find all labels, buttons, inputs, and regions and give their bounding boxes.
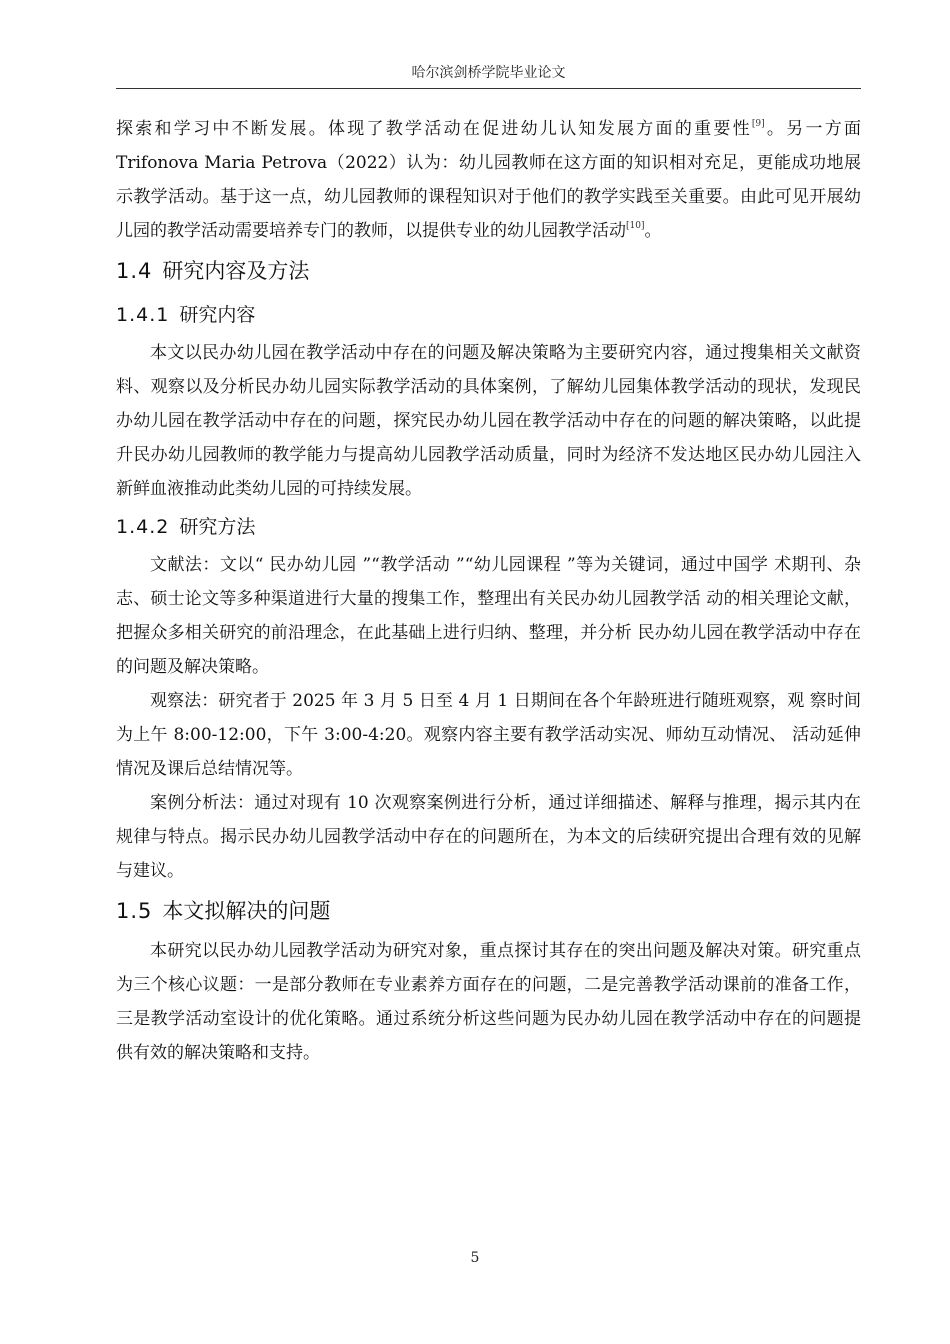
heading-1-5-number: 1.5 — [116, 899, 153, 923]
heading-1-4 — [116, 248, 861, 294]
heading-1-4-1-title: 研究内容 — [179, 304, 256, 326]
intro-paragraph — [116, 112, 861, 248]
intro-text-2: 。另一方面 Trifonova Maria Petrova（2022）认为：幼儿园教师在这方面的知识相对充足，更能成功地展示教学活动。基于这一点，幼儿园教师的课程知识对于他们的教学实践至关重要。由此可见开展幼儿园的教学活动需要培养专门的教师，以提供专业的幼儿园教学活动 — [116, 119, 862, 241]
page-header — [116, 62, 861, 89]
observation-method-paragraph: 观察法：研究者于 2025 年 3 月 5 日至 4 月 1 日期间在各个年龄班进行随班观察，观 察时间为上午 8:00-12:00，下午 3:00-4:20。观察内容主要有教学活动实况、师幼互动情况、 活动延伸情况及课后总结情况等。 — [116, 691, 861, 779]
heading-1-4-title: 研究内容及方法 — [162, 259, 310, 283]
intro-text-1: 探索和学习中不断发展。体现了教学活动在促进幼儿认知发展方面的重要性 — [116, 119, 752, 139]
citation-9: [9] — [751, 119, 765, 129]
heading-1-5-title: 本文拟解决的问题 — [162, 899, 331, 923]
heading-1-4-2-title: 研究方法 — [179, 516, 256, 538]
research-content-paragraph: 本文以民办幼儿园在教学活动中存在的问题及解决策略为主要研究内容，通过搜集相关文献资料、观察以及分析民办幼儿园实际教学活动的具体案例，了解幼儿园集体教学活动的现状，发现民办幼儿园在教学活动中存在的问题，探究民办幼儿园在教学活动中存在的问题的解决策略，以此提升民办幼儿园教师的教学能力与提高幼儿园教学活动质量，同时为经济不发达地区民办幼儿园注入新鲜血液推动此类幼儿园的可持续发展。 — [116, 343, 861, 499]
literature-method-paragraph: 文献法：文以“ 民办幼儿园 ”“教学活动 ”“幼儿园课程 ”等为关键词，通过中国学 术期刊、杂志、硕士论文等多种渠道进行大量的搜集工作，整理出有关民办幼儿园教学活 动的相关理论文献，把握众多相关研究的前沿理念，在此基础上进行归纳、整理，并分析 民办幼儿园在教学活动中存在的问题及解决策略。 — [116, 555, 861, 677]
header-title: 哈尔滨剑桥学院毕业论文 — [411, 65, 566, 81]
problems-paragraph: 本研究以民办幼儿园教学活动为研究对象，重点探讨其存在的突出问题及解决对策。研究重点为三个核心议题：一是部分教师在专业素养方面存在的问题，二是完善教学活动课前的准备工作，三是教学活动室设计的优化策略。通过系统分析这些问题为民办幼儿园在教学活动中存在的问题提供有效的解决策略和支持。 — [116, 941, 861, 1063]
citation-10: [10] — [626, 221, 645, 231]
heading-1-4-2-number: 1.4.2 — [116, 516, 170, 538]
page-number: 5 — [470, 1250, 480, 1266]
case-analysis-paragraph: 案例分析法：通过对现有 10 次观察案例进行分析，通过详细描述、解释与推理，揭示其内在规律与特点。揭示民办幼儿园教学活动中存在的问题所在，为本文的后续研究提出合理有效的见解与建议。 — [116, 793, 861, 881]
intro-text-3: 。 — [644, 221, 662, 241]
heading-1-4-2 — [116, 506, 861, 548]
heading-1-4-number: 1.4 — [116, 259, 153, 283]
heading-1-5 — [116, 888, 861, 934]
heading-1-4-1-number: 1.4.1 — [116, 304, 170, 326]
document-body — [116, 112, 861, 1070]
heading-1-4-1 — [116, 294, 861, 336]
